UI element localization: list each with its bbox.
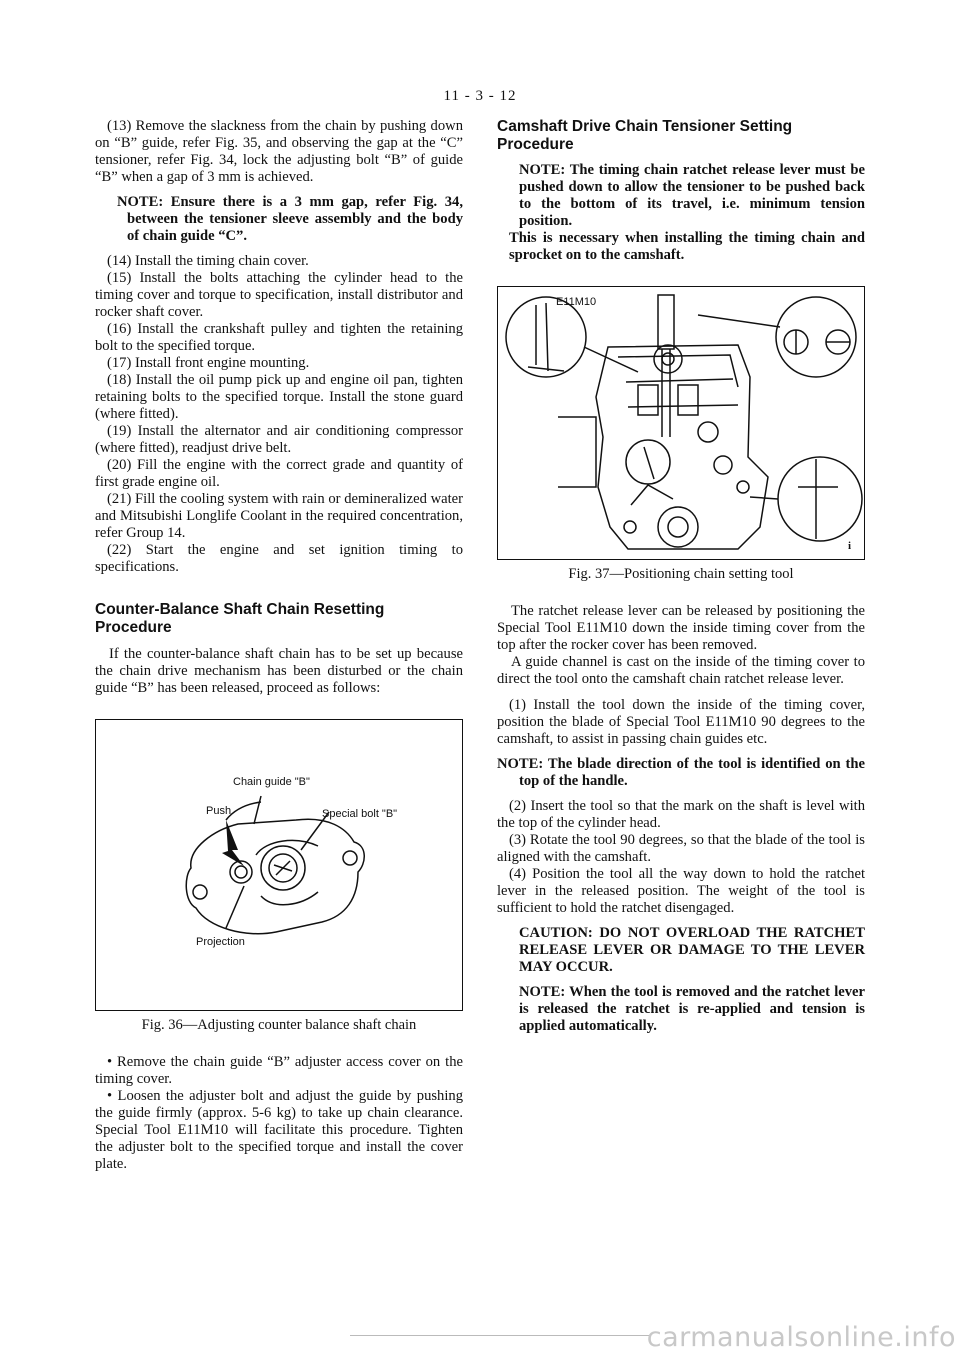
counter-balance-diagram bbox=[96, 720, 462, 1010]
note-blade-direction: NOTE: The blade direction of the tool is identified on the top of the handle. bbox=[497, 756, 865, 789]
note-gap: NOTE: Ensure there is a 3 mm gap, refer Fig. 34, between the tensioner sleeve assembly and the body of chain guide “C”. bbox=[117, 194, 463, 244]
label-push: Push bbox=[206, 805, 232, 817]
figure-36 bbox=[95, 719, 463, 1011]
step-20: (20) Fill the engine with the correct grade and quantity of first grade engine oil. bbox=[95, 457, 463, 490]
note-ratchet-release: NOTE: The timing chain ratchet release lever must be pushed down to allow the tensioner to be pushed back to the bottom of its travel, i.e. minimum tension position. bbox=[519, 162, 865, 229]
section-heading-counter-balance: Counter-Balance Shaft Chain Resetting Procedure bbox=[95, 601, 385, 636]
right-column bbox=[497, 118, 865, 1035]
bullet-remove-cover: • Remove the chain guide “B” adjuster access cover on the timing cover. bbox=[95, 1054, 463, 1087]
section-heading-camshaft: Camshaft Drive Chain Tensioner Setting Procedure bbox=[497, 118, 793, 153]
page-number: 11 - 3 - 12 bbox=[443, 88, 517, 104]
step-13: (13) Remove the slackness from the chain by pushing down on “B” guide, refer Fig. 35, and observing the gap at the “C” tensioner, refer Fig. 34, lock the adjusting bolt “B” of guide “B” when a gap of 3 mm is achieved. bbox=[95, 118, 463, 185]
step-18: (18) Install the oil pump pick up and engine oil pan, tighten retaining bolts to the specified torque. Install the stone guard (where fitted). bbox=[95, 372, 463, 422]
para-guide-channel: A guide channel is cast on the inside of the timing cover to direct the tool onto the camshaft chain ratchet release lever. bbox=[497, 654, 865, 687]
chain-setting-tool-diagram bbox=[498, 287, 864, 559]
label-projection: Projection bbox=[196, 936, 245, 948]
figure-37 bbox=[497, 286, 865, 560]
step-2: (2) Insert the tool so that the mark on the shaft is level with the top of the cylinder head. bbox=[497, 798, 865, 831]
step-14: (14) Install the timing chain cover. bbox=[107, 253, 309, 269]
label-e11m10: E11M10 bbox=[556, 296, 597, 308]
figure-36-caption: Fig. 36—Adjusting counter balance shaft chain bbox=[141, 1017, 417, 1033]
step-22: (22) Start the engine and set ignition timing to specifications. bbox=[95, 542, 463, 575]
intro-paragraph: If the counter-balance shaft chain has to be set up because the chain drive mechanism has been disturbed or the chain guide “B” has been released, proceed as follows: bbox=[95, 646, 463, 696]
caution-overload: CAUTION: DO NOT OVERLOAD THE RATCHET RELEASE LEVER OR DAMAGE TO THE LEVER MAY OCCUR. bbox=[519, 925, 865, 975]
note-ratchet-reapplied: NOTE: When the tool is removed and the ratchet lever is released the ratchet is re-applied and tension is applied automatically. bbox=[519, 984, 865, 1034]
step-21: (21) Fill the cooling system with rain or demineralized water and Mitsubishi Longlife Coolant in the required concentration, refer Group 14. bbox=[95, 491, 463, 541]
figure-37-caption: Fig. 37—Positioning chain setting tool bbox=[568, 566, 794, 582]
step-3: (3) Rotate the tool 90 degrees, so that the blade of the tool is aligned with the camshaft. bbox=[497, 832, 865, 865]
step-17: (17) Install front engine mounting. bbox=[107, 355, 310, 371]
step-4: (4) Position the tool all the way down to hold the ratchet lever in the released position. The weight of the tool is sufficient to hold the ratchet disengaged. bbox=[497, 866, 865, 916]
label-chain-guide: Chain guide "B" bbox=[233, 776, 310, 788]
footer-rule bbox=[350, 1335, 650, 1336]
left-column bbox=[95, 118, 463, 1173]
bullet-loosen-adjuster: • Loosen the adjuster bolt and adjust the guide by pushing the guide firmly (approx. 5-6 kg) to take up chain clearance. Special Tool E11M10 will facilitate this procedure. Tighten the adjuster bolt to the specified torque and install the cover plate. bbox=[95, 1088, 463, 1172]
step-1: (1) Install the tool down the inside of the timing cover, position the blade of Special Tool E11M10 90 degrees to the camshaft, to assist in passing chain guides etc. bbox=[497, 697, 865, 747]
step-16: (16) Install the crankshaft pulley and tighten the retaining bolt to the specified torque. bbox=[95, 321, 463, 354]
step-19: (19) Install the alternator and air conditioning compressor (where fitted), readjust drive belt. bbox=[95, 423, 463, 456]
step-15: (15) Install the bolts attaching the cylinder head to the timing cover and torque to specification, install distributor and rocker shaft cover. bbox=[95, 270, 463, 320]
note-installing-chain: This is necessary when installing the timing chain and sprocket on to the camshaft. bbox=[509, 230, 865, 263]
para-ratchet-release: The ratchet release lever can be released by positioning the Special Tool E11M10 down the inside timing cover from the top after the rocker cover has been removed. bbox=[497, 603, 865, 653]
label-special-bolt: Special bolt "B" bbox=[322, 808, 398, 820]
figure-corner-mark: i bbox=[848, 540, 852, 552]
watermark: carmanualsonline.info bbox=[646, 1322, 956, 1353]
